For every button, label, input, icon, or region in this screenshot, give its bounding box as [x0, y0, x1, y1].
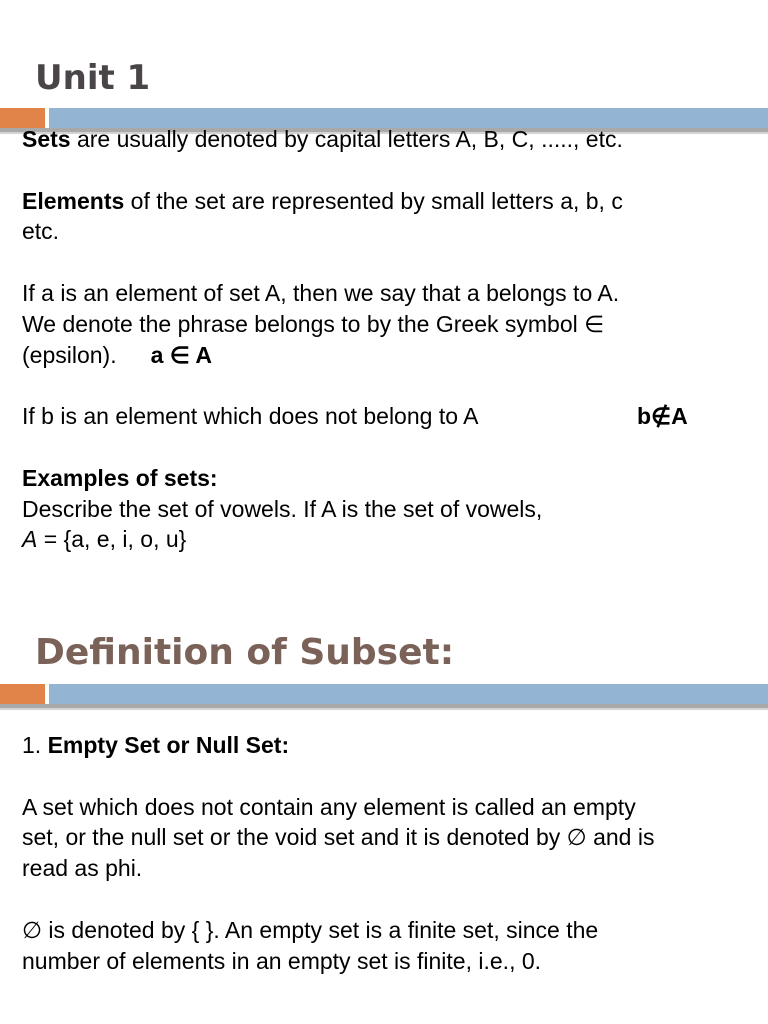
divider-accent-blue — [49, 684, 768, 704]
empty-set-finite-2: number of elements in an empty set is finite, i.e., 0. — [22, 947, 542, 974]
examples-set: A = {a, e, i, o, u} — [22, 526, 187, 553]
examples-line-1: Describe the set of vowels. If A is the set of vowels, — [22, 495, 543, 522]
sets-content — [22, 124, 742, 555]
title-divider-2 — [0, 680, 768, 710]
set-variable: A — [22, 526, 38, 553]
not-belong-line: If b is an element which does not belong to A b∉A — [22, 401, 742, 432]
elements-definition-cont: etc. — [22, 218, 60, 245]
not-belong-symbol: b∉A — [637, 403, 688, 430]
elements-term: Elements — [22, 187, 125, 214]
empty-set-finite-1: ∅ is denoted by { }. An empty set is a finite set, since the — [22, 916, 599, 943]
belongs-symbol: a ∈ A — [150, 341, 212, 368]
belongs-line-1: If a is an element of set A, then we say that a belongs to A. — [22, 279, 620, 306]
empty-set-desc-3: read as phi. — [22, 855, 143, 882]
empty-set-heading: 1. Empty Set or Null Set: — [22, 732, 290, 758]
elements-definition: Elements of the set are represented by small letters a, b, c — [22, 187, 623, 214]
subset-content — [22, 730, 742, 976]
sets-definition: Sets are usually denoted by capital letters A, B, C, ....., etc. — [22, 126, 623, 152]
unit-title: Unit 1 — [35, 58, 151, 98]
belongs-line-3: (epsilon). a ∈ A — [22, 341, 212, 368]
divider-accent-orange — [0, 684, 45, 704]
examples-heading: Examples of sets: — [22, 464, 218, 491]
subset-title: Definition of Subset: — [35, 632, 455, 673]
divider-shadow — [0, 708, 768, 710]
empty-set-desc-1: A set which does not contain any element is called an empty — [22, 793, 636, 820]
sets-term: Sets — [22, 126, 71, 152]
empty-set-desc-2: set, or the null set or the void set and it is denoted by ∅ and is — [22, 824, 655, 851]
belongs-line-2: We denote the phrase belongs to by the Greek symbol ∈ — [22, 310, 605, 337]
